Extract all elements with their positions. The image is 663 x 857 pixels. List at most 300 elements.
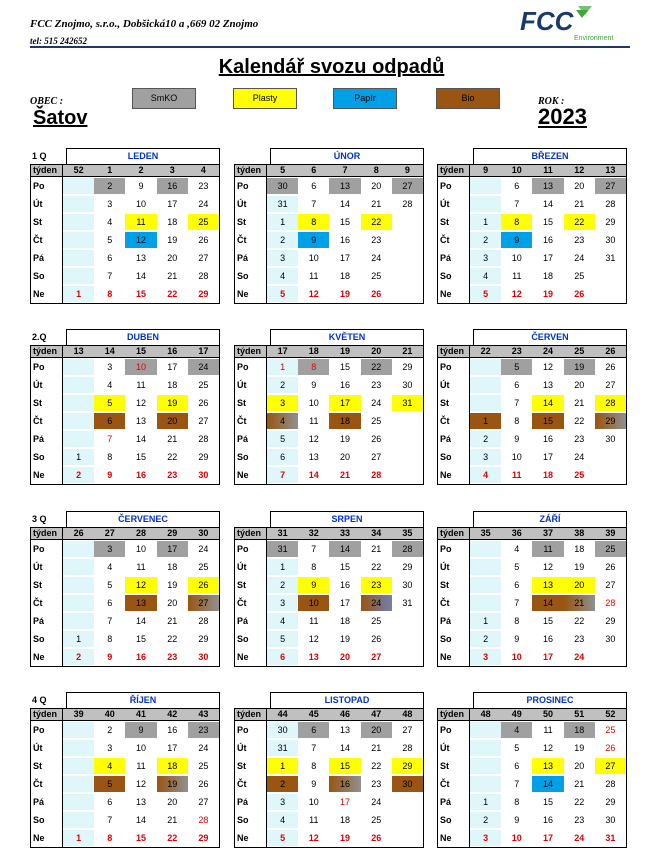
day-cell: 30	[267, 722, 298, 738]
week-number: 29	[167, 528, 178, 538]
day-label: Pá	[438, 793, 470, 811]
day-row	[31, 195, 219, 213]
day-cell: 30	[605, 235, 616, 245]
day-cell: 24	[574, 833, 585, 843]
day-cell: 25	[574, 470, 585, 480]
month-name: ČERVEN	[473, 329, 627, 345]
day-cell: 17	[340, 598, 351, 608]
day-cell	[63, 214, 94, 230]
day-cell: 6	[94, 413, 125, 429]
day-cell: 24	[198, 199, 209, 209]
day-cell: 22	[564, 214, 595, 230]
day-cell: 20	[574, 761, 585, 771]
day-cell	[392, 794, 423, 810]
day-cell: 5	[470, 286, 501, 302]
day-cell: 9	[107, 652, 113, 662]
week-number: 43	[198, 709, 209, 719]
day-cell: 30	[267, 178, 298, 194]
day-cell: 2	[470, 232, 501, 248]
day-cell: 23	[371, 779, 382, 789]
day-cell: 20	[340, 652, 351, 662]
day-row	[235, 630, 423, 648]
day-cell	[63, 812, 94, 828]
day-cell: 3	[470, 250, 501, 266]
day-label: Pá	[235, 430, 267, 448]
day-cell: 19	[564, 359, 595, 375]
day-cell: 22	[371, 761, 382, 771]
day-cell: 24	[574, 253, 585, 263]
day-cell: 6	[311, 181, 317, 191]
day-cell: 8	[107, 289, 113, 299]
day-row	[235, 412, 423, 430]
day-cell: 24	[371, 797, 382, 807]
day-cell: 27	[605, 380, 616, 390]
day-label: St	[235, 757, 267, 775]
week-number: 1	[107, 165, 113, 175]
day-row	[235, 739, 423, 757]
day-cell: 9	[501, 232, 532, 248]
day-cell: 14	[340, 199, 351, 209]
day-label: Čt	[438, 775, 470, 793]
day-cell: 13	[340, 725, 351, 735]
week-number: 27	[104, 528, 115, 538]
day-row	[438, 267, 626, 285]
day-label: So	[235, 811, 267, 829]
day-cell	[63, 395, 94, 411]
day-cell: 29	[392, 758, 423, 774]
day-cell: 7	[107, 271, 113, 281]
day-label: So	[235, 630, 267, 648]
day-cell	[470, 359, 501, 375]
day-cell	[63, 722, 94, 738]
week-number: 45	[308, 709, 319, 719]
day-label: So	[235, 448, 267, 466]
day-cell	[392, 413, 423, 429]
day-cell: 15	[543, 797, 554, 807]
day-cell: 10	[136, 743, 147, 753]
week-label: týden	[235, 346, 267, 357]
day-row	[235, 195, 423, 213]
day-cell: 26	[574, 289, 585, 299]
day-row	[438, 466, 626, 484]
day-cell: 8	[514, 616, 520, 626]
day-cell: 4	[267, 613, 298, 629]
day-cell: 23	[574, 235, 585, 245]
day-label: So	[438, 448, 470, 466]
month-prosinec	[437, 692, 627, 848]
day-cell: 24	[371, 398, 382, 408]
day-label: So	[438, 267, 470, 285]
day-label: Čt	[31, 231, 63, 249]
week-number: 42	[167, 709, 178, 719]
day-cell: 3	[267, 595, 298, 611]
day-cell: 9	[311, 380, 317, 390]
day-row	[235, 648, 423, 666]
day-row	[31, 811, 219, 829]
day-cell: 1	[63, 286, 94, 302]
day-cell: 12	[136, 779, 147, 789]
fcc-logo-icon	[518, 4, 630, 44]
day-cell: 31	[605, 253, 616, 263]
day-cell	[63, 413, 94, 429]
day-cell	[63, 541, 94, 557]
day-cell: 21	[167, 616, 178, 626]
day-cell: 20	[371, 181, 382, 191]
day-cell: 8	[514, 797, 520, 807]
day-cell: 27	[198, 797, 209, 807]
day-label: Út	[438, 195, 470, 213]
day-row	[31, 448, 219, 466]
week-number: 26	[73, 528, 84, 538]
day-cell: 16	[340, 380, 351, 390]
day-cell: 8	[514, 416, 520, 426]
day-cell: 5	[94, 395, 125, 411]
week-number: 37	[543, 528, 554, 538]
week-number: 39	[73, 709, 84, 719]
day-cell: 2	[267, 232, 298, 248]
day-cell: 14	[532, 776, 563, 792]
day-row	[235, 267, 423, 285]
day-row	[438, 195, 626, 213]
day-label: St	[438, 394, 470, 412]
day-cell: 29	[402, 362, 413, 372]
day-cell	[63, 268, 94, 284]
week-number: 18	[308, 346, 319, 356]
day-cell: 22	[574, 797, 585, 807]
day-cell: 31	[605, 833, 616, 843]
day-cell: 30	[605, 634, 616, 644]
legend-papír: Papír	[333, 88, 397, 109]
day-cell	[63, 740, 94, 756]
day-cell: 23	[188, 722, 219, 738]
day-cell: 5	[94, 776, 125, 792]
day-row	[235, 231, 423, 249]
day-row	[31, 231, 219, 249]
day-cell: 14	[340, 743, 351, 753]
day-label: Ne	[31, 285, 63, 303]
day-cell: 16	[167, 725, 178, 735]
day-row	[31, 376, 219, 394]
day-label: Čt	[31, 594, 63, 612]
day-cell: 8	[501, 214, 532, 230]
day-cell: 29	[198, 289, 209, 299]
day-cell: 23	[198, 181, 209, 191]
day-row	[438, 376, 626, 394]
day-cell: 4	[470, 268, 501, 284]
day-row	[438, 448, 626, 466]
day-cell: 3	[470, 649, 501, 665]
day-label: Ne	[438, 285, 470, 303]
day-cell: 30	[605, 434, 616, 444]
day-cell: 19	[543, 289, 554, 299]
day-cell: 11	[309, 416, 319, 426]
day-cell: 17	[340, 253, 351, 263]
week-number: 22	[480, 346, 491, 356]
day-label: Pá	[438, 612, 470, 630]
day-cell: 6	[514, 380, 520, 390]
day-cell: 15	[532, 413, 563, 429]
day-cell: 14	[532, 395, 563, 411]
day-cell: 10	[511, 253, 522, 263]
day-cell: 12	[125, 577, 156, 593]
day-cell: 6	[107, 598, 113, 608]
week-row	[234, 164, 424, 177]
week-row	[437, 527, 627, 540]
day-label: Ne	[31, 466, 63, 484]
day-row	[31, 466, 219, 484]
quarter-label: 2.Q	[32, 332, 47, 342]
week-number: 46	[340, 709, 351, 719]
day-label: Po	[438, 721, 470, 739]
day-label: Čt	[31, 775, 63, 793]
day-cell: 4	[107, 217, 113, 227]
day-row	[438, 739, 626, 757]
week-row	[30, 527, 220, 540]
day-cell: 10	[308, 398, 319, 408]
day-cell	[63, 250, 94, 266]
day-cell: 16	[543, 235, 554, 245]
day-cell: 14	[136, 271, 147, 281]
month-říjen	[30, 692, 220, 848]
month-name: KVĚTEN	[270, 329, 424, 345]
day-cell: 23	[574, 634, 585, 644]
week-number: 32	[308, 528, 319, 538]
day-cell: 31	[267, 541, 298, 557]
day-cell: 13	[136, 253, 147, 263]
day-cell: 1	[267, 214, 298, 230]
week-number: 36	[511, 528, 522, 538]
day-cell: 29	[198, 833, 209, 843]
day-label: Út	[438, 558, 470, 576]
day-cell: 25	[574, 271, 585, 281]
month-name: SRPEN	[270, 511, 424, 527]
day-cell: 11	[512, 470, 522, 480]
week-number: 35	[480, 528, 491, 538]
day-label: Ne	[235, 466, 267, 484]
month-name: DUBEN	[66, 329, 220, 345]
day-row	[31, 793, 219, 811]
week-label: týden	[31, 346, 63, 357]
week-label: týden	[31, 709, 63, 720]
day-cell: 26	[371, 289, 382, 299]
day-row	[31, 612, 219, 630]
week-number: 38	[574, 528, 585, 538]
day-label: Ne	[438, 648, 470, 666]
day-label: Po	[235, 358, 267, 376]
day-cell: 9	[138, 181, 144, 191]
day-cell: 9	[514, 815, 520, 825]
day-cell	[392, 449, 423, 465]
day-cell	[392, 286, 423, 302]
day-cell: 25	[188, 214, 219, 230]
day-cell	[63, 613, 94, 629]
day-label: Ne	[438, 829, 470, 847]
day-cell: 23	[167, 470, 178, 480]
day-cell: 17	[167, 362, 178, 372]
day-cell: 4	[514, 544, 520, 554]
day-cell: 19	[167, 235, 178, 245]
day-label: Čt	[438, 231, 470, 249]
day-cell: 4	[107, 380, 113, 390]
day-cell: 15	[136, 452, 147, 462]
day-cell: 19	[157, 395, 188, 411]
day-cell	[392, 431, 423, 447]
day-cell: 11	[136, 380, 146, 390]
day-row	[31, 540, 219, 558]
day-cell: 22	[371, 562, 382, 572]
week-label: týden	[438, 165, 470, 176]
week-number: 13	[605, 165, 616, 175]
day-row	[31, 648, 219, 666]
week-number: 13	[73, 346, 84, 356]
obec-label: OBEC :	[30, 96, 64, 107]
week-number: 8	[373, 165, 379, 175]
day-cell: 30	[198, 652, 209, 662]
week-number: 20	[371, 346, 382, 356]
day-cell: 21	[167, 815, 178, 825]
day-cell: 12	[543, 362, 554, 372]
quarter-label: 1 Q	[32, 151, 47, 161]
month-name: ŘÍJEN	[66, 692, 220, 708]
day-row	[438, 358, 626, 376]
day-cell: 25	[371, 815, 382, 825]
day-cell: 1	[63, 830, 94, 846]
week-number: 6	[311, 165, 317, 175]
day-label: Čt	[235, 412, 267, 430]
day-cell: 19	[340, 833, 351, 843]
day-cell: 10	[308, 797, 319, 807]
day-cell: 20	[574, 380, 585, 390]
day-cell: 27	[371, 652, 382, 662]
day-cell: 25	[371, 616, 382, 626]
day-cell: 31	[392, 395, 423, 411]
day-cell: 28	[198, 815, 209, 825]
day-cell: 10	[298, 595, 329, 611]
day-cell	[470, 541, 501, 557]
day-cell: 14	[543, 199, 554, 209]
day-cell: 26	[605, 562, 616, 572]
day-row	[235, 394, 423, 412]
day-cell: 24	[198, 743, 209, 753]
day-cell: 6	[514, 181, 520, 191]
day-label: Út	[31, 376, 63, 394]
month-name: ÚNOR	[270, 148, 424, 164]
day-cell	[63, 758, 94, 774]
week-number: 48	[480, 709, 491, 719]
day-cell: 13	[532, 577, 563, 593]
day-cell: 29	[605, 616, 616, 626]
day-row	[31, 213, 219, 231]
month-červen	[437, 329, 627, 485]
day-cell: 26	[605, 362, 616, 372]
day-cell: 13	[136, 416, 147, 426]
week-label: týden	[235, 165, 267, 176]
day-cell: 7	[514, 199, 520, 209]
day-cell: 13	[125, 595, 156, 611]
day-cell: 4	[267, 413, 298, 429]
day-label: Pá	[438, 249, 470, 267]
quarter-label: 4 Q	[32, 695, 47, 705]
day-cell	[392, 613, 423, 629]
day-cell: 24	[574, 652, 585, 662]
day-cell: 28	[371, 470, 382, 480]
day-cell: 22	[574, 616, 585, 626]
month-name: LEDEN	[66, 148, 220, 164]
day-cell: 2	[63, 649, 94, 665]
day-cell	[470, 178, 501, 194]
day-cell: 18	[167, 217, 178, 227]
day-cell: 17	[543, 253, 554, 263]
day-cell: 29	[605, 217, 616, 227]
day-cell: 7	[107, 616, 113, 626]
day-row	[438, 394, 626, 412]
day-row	[438, 793, 626, 811]
day-cell: 8	[107, 833, 113, 843]
day-cell	[595, 649, 626, 665]
day-cell: 17	[543, 652, 554, 662]
day-cell: 28	[605, 598, 616, 608]
day-cell: 18	[340, 815, 351, 825]
day-cell: 2	[470, 631, 501, 647]
year: 2023	[538, 104, 587, 129]
day-label: Út	[438, 376, 470, 394]
day-cell: 6	[514, 761, 520, 771]
day-label: Po	[235, 177, 267, 195]
day-row	[438, 285, 626, 303]
day-cell: 10	[136, 544, 147, 554]
month-květen	[234, 329, 424, 485]
day-cell: 15	[543, 217, 554, 227]
day-label: Út	[235, 558, 267, 576]
day-label: Ne	[31, 829, 63, 847]
day-cell: 2	[63, 467, 94, 483]
day-row	[31, 630, 219, 648]
week-number: 25	[574, 346, 585, 356]
day-row	[31, 394, 219, 412]
day-cell: 13	[532, 758, 563, 774]
day-row	[235, 430, 423, 448]
day-cell: 14	[136, 616, 147, 626]
page-title: Kalendář svozu odpadů	[218, 56, 445, 78]
month-name: ČERVENEC	[66, 511, 220, 527]
day-cell: 9	[514, 634, 520, 644]
day-cell: 21	[564, 595, 595, 611]
day-label: So	[438, 630, 470, 648]
week-number: 14	[104, 346, 115, 356]
day-cell: 3	[107, 743, 113, 753]
day-cell: 3	[107, 199, 113, 209]
day-cell: 28	[605, 199, 616, 209]
day-row	[31, 739, 219, 757]
day-row	[438, 430, 626, 448]
day-label: Pá	[31, 612, 63, 630]
day-row	[438, 829, 626, 847]
day-cell	[63, 776, 94, 792]
day-cell	[392, 812, 423, 828]
day-cell: 31	[402, 598, 413, 608]
day-cell	[63, 431, 94, 447]
day-cell	[470, 595, 501, 611]
day-cell: 7	[267, 467, 298, 483]
day-cell: 30	[198, 470, 209, 480]
day-label: Pá	[31, 430, 63, 448]
week-number: 30	[198, 528, 209, 538]
day-cell: 10	[125, 359, 156, 375]
day-label: Pá	[235, 249, 267, 267]
week-number: 52	[73, 165, 84, 175]
company-address: FCC Znojmo, s.r.o., Dobšická10 a ,669 02 Znojmo	[30, 18, 259, 30]
day-cell: 23	[574, 815, 585, 825]
